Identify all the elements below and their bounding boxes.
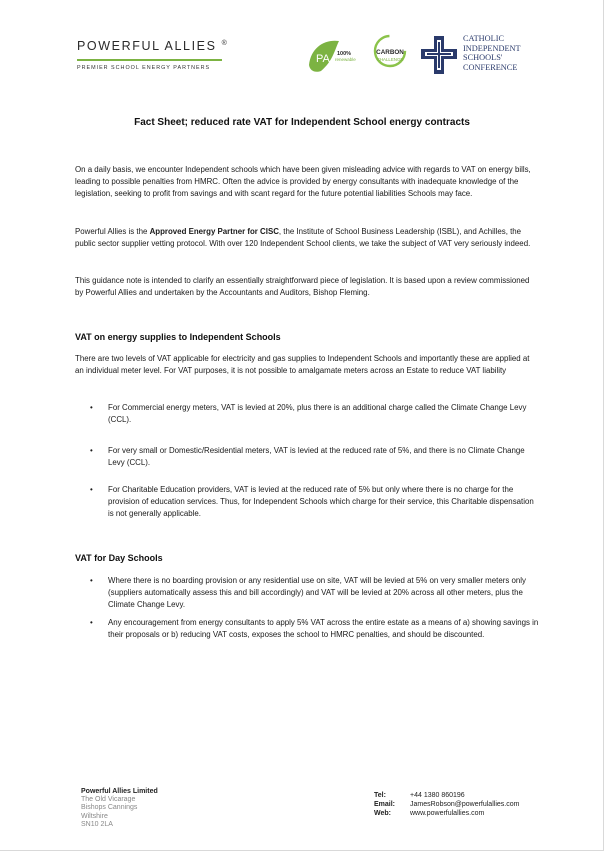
brand-name: POWERFUL ALLIES ® — [77, 39, 227, 53]
carbon-line1: CARBON — [376, 49, 404, 56]
renewable-badge-logo — [305, 35, 365, 75]
contact-web[interactable]: Web: www.powerfulallies.com — [374, 809, 485, 817]
bullet-icon: • — [90, 485, 93, 494]
cisc-wordmark — [463, 34, 521, 72]
contact-tel: Tel: +44 1380 860196 — [374, 792, 465, 799]
address-line: SN10 2LA — [81, 820, 113, 828]
guidance-paragraph: This guidance note is intended to clarify an essentially straightforward piece of legislation. It is based upon a review commissioned by Powerful Allies and undertaken by the Accountants and Auditors, Bishop Fleming. — [75, 276, 530, 298]
partner-paragraph: Powerful Allies is the Approved Energy Partner for CISC, the Institute of School Business Leadership (ISBL), and Achilles, the public sector supplier vetting protocol. With over 120 Independent School clients, we take the subject of VAT very seriously indeed. — [75, 227, 531, 249]
cisc-line: SCHOOLS' — [463, 53, 503, 63]
document-title: Fact Sheet; reduced rate VAT for Independent School energy contracts — [134, 117, 470, 128]
list-item: • For very small or Domestic/Residential meters, VAT is levied at the reduced rate of 5%, and there is no Climate Change Levy (CCL). — [90, 446, 525, 468]
pa-badge-line1: 100% — [337, 51, 352, 57]
cisc-line: INDEPENDENT — [463, 43, 521, 53]
section-heading: VAT for Day Schools — [75, 553, 163, 563]
address-line: Bishops Cannings — [81, 804, 138, 812]
company-name: Powerful Allies Limited — [81, 788, 158, 795]
carbon-challenge-logo — [372, 33, 408, 75]
intro-paragraph: On a daily basis, we encounter Independent schools which have been given misleading advice with regards to VAT on energy bills, leading to possible penalties from HMRC. Often the advice is provided by energy consultants with inadequate knowledge of the legislation, seeking to profit from savings and with scant regard for the future potential liabilities Schools may face. — [75, 165, 531, 199]
powerful-allies-logo — [77, 39, 237, 71]
cisc-line: CATHOLIC — [463, 34, 505, 43]
list-item: • For Charitable Education providers, VAT is levied at the reduced rate of 5% but only where there is no charge for the provision of education services. Thus, for Independent Schools which charge for their service, this Charitable dispensation is not generally applicable. — [90, 485, 534, 519]
footer-address — [81, 788, 158, 829]
address-line: The Old Vicarage — [81, 796, 136, 804]
cisc-line: CONFERENCE — [463, 62, 518, 72]
list-item: • Any encouragement from energy consultants to apply 5% VAT across the entire estate as a means of a) showing savings in their proposals or b) reducing VAT costs, exposes the school to HMRC penalties, and should be discounted. — [90, 618, 539, 640]
address-line: Wiltshire — [81, 812, 108, 820]
list-item: • Where there is no boarding provision or any residential use on site, VAT will be levied at 5% on very smaller meters only (suppliers automatically assess this and bill accordingly) and VAT will be levied at 20% across all other meters, plus the Climate Change Levy. — [90, 576, 526, 610]
contact-email[interactable]: Email: JamesRobson@powerfulallies.com — [374, 800, 520, 808]
brand-tagline: PREMIER SCHOOL ENERGY PARTNERS — [77, 65, 211, 71]
bullet-icon: • — [90, 403, 93, 412]
brand-underline — [77, 59, 222, 61]
cross-icon — [419, 34, 459, 76]
bullet-icon: • — [90, 446, 93, 455]
cisc-logo — [419, 34, 539, 76]
list-item: • For Commercial energy meters, VAT is levied at 20%, plus there is an additional charge called the Climate Change Levy (CCL). — [90, 403, 527, 425]
pa-badge-line2: renewable — [335, 57, 356, 62]
section-heading: VAT on energy supplies to Independent Schools — [75, 332, 281, 342]
section-lead: There are two levels of VAT applicable for electricity and gas supplies to Independent Schools and importantly these are applied at an individual meter level. For VAT purposes, it is not possible to amalgamate meters across an Estate to reduce VAT liability — [75, 354, 530, 376]
carbon-line2: CHALLENGE — [376, 57, 404, 62]
pa-badge-initials: PA — [316, 53, 330, 65]
footer-contact — [374, 792, 519, 818]
bullet-icon: • — [90, 618, 93, 627]
bullet-icon: • — [90, 576, 93, 585]
